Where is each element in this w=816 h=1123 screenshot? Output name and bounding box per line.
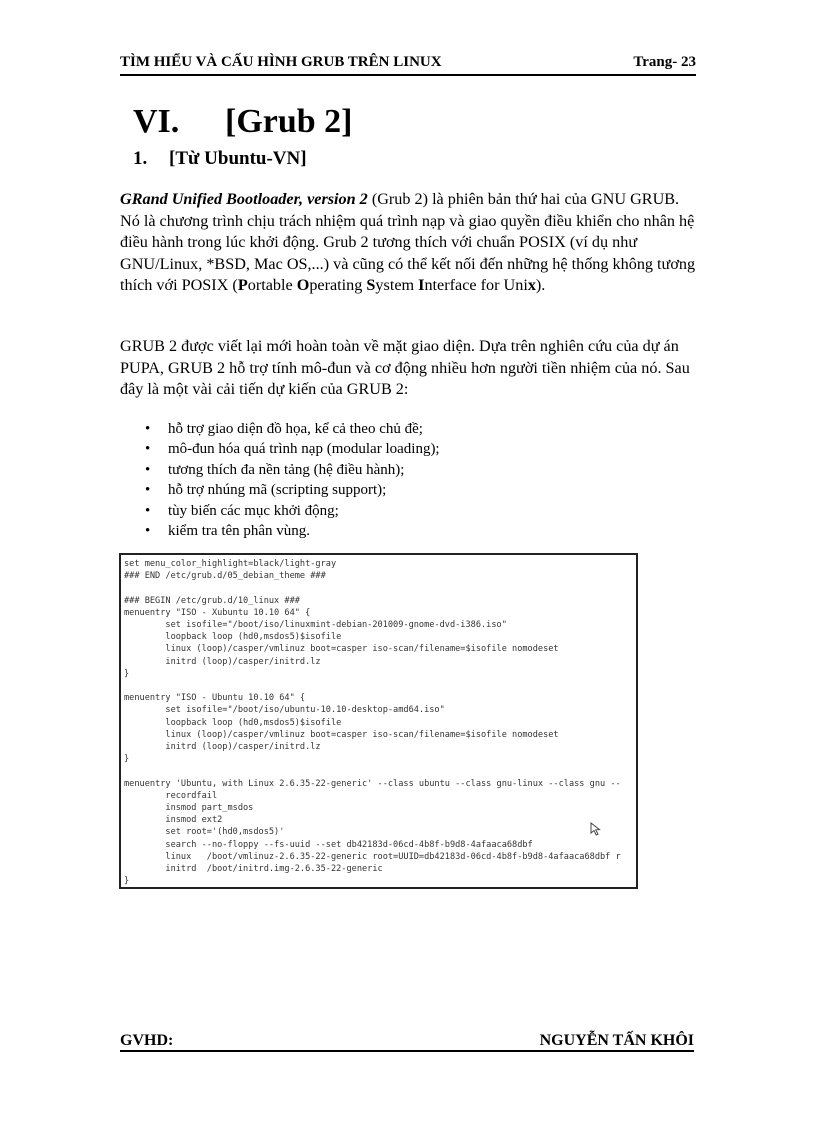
subsection-heading xyxy=(133,148,307,170)
acronym-letter: x xyxy=(527,276,536,294)
list-item: • mô-đun hóa quá trình nạp (modular loading); xyxy=(145,439,440,459)
grub-config-screenshot xyxy=(119,553,638,889)
header-title: TÌM HIỂU VÀ CẤU HÌNH GRUB TRÊN LINUX xyxy=(120,54,442,70)
mouse-pointer-icon xyxy=(590,822,602,836)
list-item: • tương thích đa nền tảng (hệ điều hành); xyxy=(145,460,440,480)
grub-config-code: set menu_color_highlight=black/light-gray ### END /etc/grub.d/05_debian_theme ### ### BEGIN /etc/grub.d/10_linux ### menuentry "ISO - Xubuntu 10.10 64" { set isofile="/boot/iso/linuxmint-debian-201009-gnome-dvd-i386.iso" loopback loop (hd0,msdos5)$isofile linux (loop)/casper/vmlinuz boot=casper iso-scan/filename=$isofile nomodeset initrd (loop)/casper/initrd.lz } menuentry "ISO - Ubuntu 10.10 64" { set isofile="/boot/iso/ubuntu-10.10-desktop-amd64.iso" loopback loop (hd0,msdos5)$isofile linux (loop)/casper/vmlinuz boot=casper iso-scan/filename=$isofile nomodeset initrd (loop)/casper/initrd.lz } menuentry 'Ubuntu, with Linux 2.6.35-22-generic' --class ubuntu --class gnu-linux --class gnu -- recordfail insmod part_msdos insmod ext2 set root='(hd0,msdos5)' search --no-floppy --fs-uuid --set db42183d-06cd-4b8f-b9d8-4afaaca68dbf linux /boot/vmlinuz-2.6.35-22-generic root=UUID=db42183d-06cd-4b8f-b9d8-4afaaca68dbf r initrd /boot/initrd.img-2.6.35-22-generic } xyxy=(124,559,621,887)
acronym-word: ystem xyxy=(375,276,419,294)
acronym-word: ortable xyxy=(247,276,297,294)
footer-author: NGUYỄN TẤN KHÔI xyxy=(539,1032,694,1049)
intro-end: ). xyxy=(535,276,546,294)
acronym-letter: P xyxy=(237,276,248,294)
grub-full-name: GRand Unified Bootloader, version 2 xyxy=(120,190,368,208)
features-intro-paragraph: GRUB 2 được viết lại mới hoàn toàn về mặt giao diện. Dựa trên nghiên cứu của dự án PUPA, GRUB 2 hỗ trợ tính mô-đun và cơ động nhiều hơn người tiền nhiệm của nó. Sau đây là một vài cải tiến dự kiến của GRUB 2: xyxy=(120,337,690,398)
subsection-number: 1. xyxy=(133,148,148,169)
section-heading xyxy=(133,103,353,141)
intro-text: (Grub 2) là phiên bản thứ hai của GNU GRUB. Nó là chương trình chịu trách nhiệm quá trình nạp và giao quyền điều khiển cho nhân hệ điều hành trong lúc khởi động. Grub 2 tương thích với chuẩn POSIX (ví dụ như GNU/Linux, *BSD, Mac OS,...) và cũng có thể kết nối đến những hệ thống không tương thích với POSIX ( xyxy=(120,190,696,294)
section-title: [Grub 2] xyxy=(225,103,353,140)
section-number: VI. xyxy=(133,103,180,140)
list-item: • hỗ trợ nhúng mã (scripting support); xyxy=(145,480,440,500)
acronym-word: perating xyxy=(309,276,367,294)
intro-paragraph xyxy=(120,189,700,297)
acronym-letter: O xyxy=(296,276,310,294)
page-header xyxy=(120,52,696,76)
acronym-word: nterface for Uni xyxy=(424,276,528,294)
list-item: • kiểm tra tên phân vùng. xyxy=(145,521,440,541)
subsection-title: [Từ Ubuntu-VN] xyxy=(169,148,307,169)
footer-advisor-label: GVHD: xyxy=(120,1032,174,1049)
acronym-letter: I xyxy=(418,276,425,294)
feature-list xyxy=(145,419,440,541)
list-item: • tùy biến các mục khởi động; xyxy=(145,501,440,521)
list-item: • hỗ trợ giao diện đồ họa, kể cả theo chủ đề; xyxy=(145,419,440,439)
acronym-letter: S xyxy=(366,276,376,294)
page-number: Trang- 23 xyxy=(633,54,696,70)
page-footer xyxy=(120,1030,694,1052)
